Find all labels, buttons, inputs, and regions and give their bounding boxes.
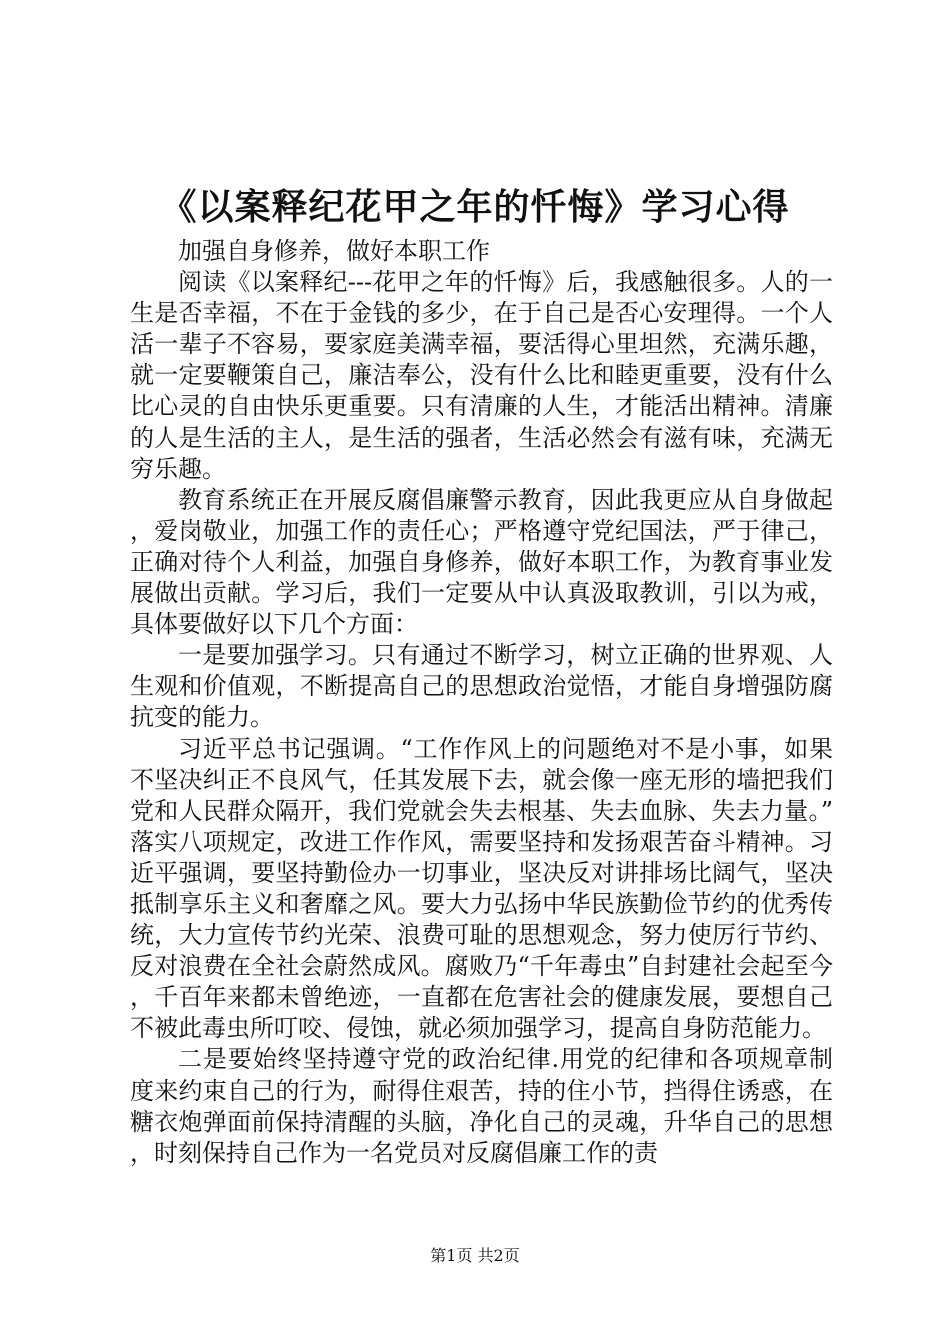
paragraph-subtitle: 加强自身修养，做好本职工作 — [178, 237, 490, 265]
paragraph-point-two: 二是要始终坚持遵守党的政治纪律.用党的纪律和各项规章制度来约束自己的行为，耐得住艰苦，持的住小节，挡得住诱惑，在糖衣炮弹面前保持清醒的头脑，净化自己的灵魂，升华自己的思想，时刻保持自己作为一名党员对反腐倡廉工作的责 — [130, 1045, 833, 1167]
document-title: 《以案释纪花甲之年的忏悔》学习心得 — [160, 187, 790, 228]
paragraph-point-one: 一是要加强学习。只有通过不断学习，树立正确的世界观、人生观和价值观，不断提高自己的思想政治觉悟，才能自身增强防腐抗变的能力。 — [130, 641, 833, 732]
page-number-footer: 第1页 共2页 — [430, 1246, 520, 1265]
document-body — [130, 236, 833, 1169]
paragraph-reading-reflection: 阅读《以案释纪---花甲之年的忏悔》后，我感触很多。人的一生是否幸福，不在于金钱的多少，在于自己是否心安理得。一个人活一辈子不容易，要家庭美满幸福，要活得心里坦然，充满乐趣，就一定要鞭策自己，廉洁奉公，没有什么比和睦更重要，没有什么比心灵的自由快乐更重要。只有清廉的人生，才能活出精神。清廉的人是生活的主人，是生活的强者，生活必然会有滋有味，充满无穷乐趣。 — [130, 268, 833, 483]
paragraph-xi-quote: 习近平总书记强调。“工作作风上的问题绝对不是小事，如果不坚决纠正不良风气，任其发展下去，就会像一座无形的墙把我们党和人民群众隔开，我们党就会失去根基、失去血脉、失去力量。”落实八项规定，改进工作作风，需要坚持和发扬艰苦奋斗精神。习近平强调，要坚持勤俭办一切事业，坚决反对讲排场比阔气，坚决抵制享乐主义和奢靡之风。要大力弘扬中华民族勤俭节约的优秀传统，大力宣传节约光荣、浪费可耻的思想观念，努力使厉行节约、反对浪费在全社会蔚然成风。腐败乃“千年毒虫”自封建社会起至今，千百年来都未曾绝迹，一直都在危害社会的健康发展，要想自己不被此毒虫所叮咬、侵蚀，就必须加强学习，提高自身防范能力。 — [130, 734, 833, 1043]
paragraph-education-system: 教育系统正在开展反腐倡廉警示教育，因此我更应从自身做起，爱岗敬业，加强工作的责任心；严格遵守党纪国法，严于律己，正确对待个人利益，加强自身修养，做好本职工作，为教育事业发展做出贡献。学习后，我们一定要从中认真汲取教训，引以为戒，具体要做好以下几个方面： — [130, 485, 833, 639]
